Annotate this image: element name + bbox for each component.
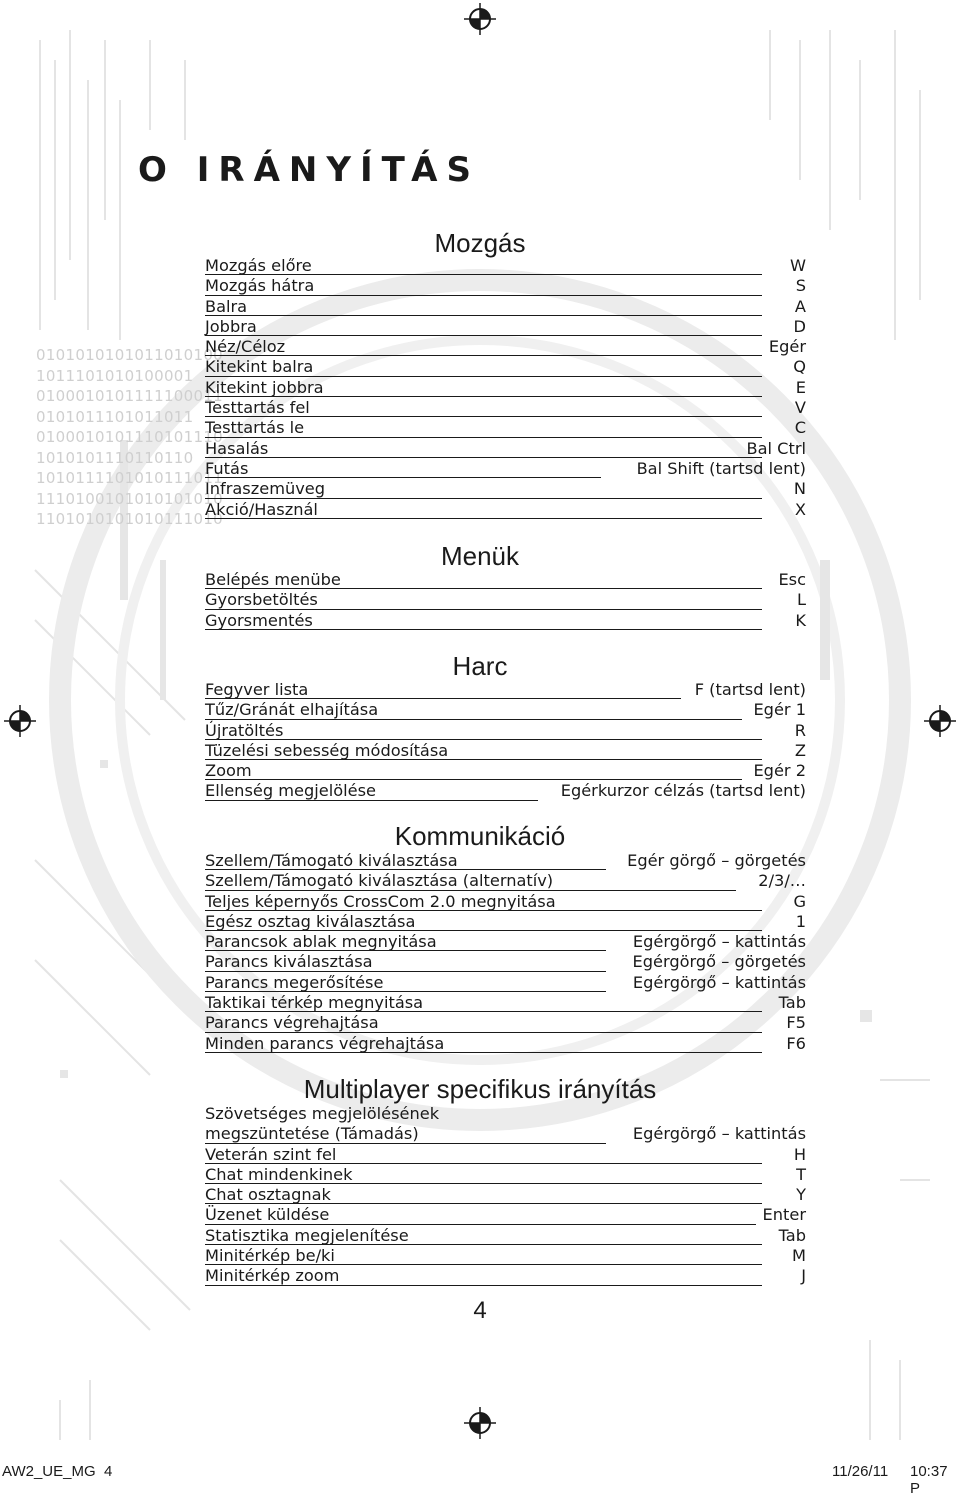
- control-key: Q: [793, 357, 806, 377]
- control-action: Mozgás hátra: [205, 276, 762, 295]
- control-key: F5: [786, 1013, 806, 1033]
- control-row: [205, 741, 806, 761]
- control-row: [205, 1185, 806, 1205]
- binary-line: 1110100101010101010: [36, 489, 224, 508]
- control-row: [205, 851, 806, 871]
- control-row: [205, 479, 806, 499]
- control-action-line: Szövetséges megjelölésének: [205, 1104, 440, 1123]
- control-key: Z: [794, 740, 806, 760]
- binary-line: 1011101010100001: [36, 366, 194, 385]
- control-row: [205, 912, 806, 932]
- control-row: [205, 1266, 806, 1286]
- registration-mark-icon: [464, 1407, 496, 1439]
- control-action: Parancs megerősítése: [205, 973, 606, 992]
- control-action: Tűz/Gránát elhajítása: [205, 700, 742, 719]
- control-key: X: [794, 499, 806, 519]
- control-row: [205, 781, 806, 801]
- controls-list-menuk: [205, 570, 806, 631]
- control-key: Bal Shift (tartsd lent): [636, 458, 806, 478]
- control-action: Taktikai térkép megnyitása: [205, 993, 762, 1012]
- binary-line: 0100010101110101110: [36, 428, 224, 446]
- control-action: Chat mindenkinek: [205, 1165, 762, 1184]
- control-key: 1: [795, 911, 806, 931]
- control-action: Veterán szint fel: [205, 1145, 762, 1164]
- control-row: [205, 1034, 806, 1054]
- control-row: [205, 611, 806, 631]
- control-action: [205, 1104, 606, 1144]
- page-number: 4: [473, 1297, 487, 1324]
- control-row: [205, 276, 806, 296]
- control-row: [205, 1013, 806, 1033]
- control-row: [205, 1226, 806, 1246]
- control-row: [205, 398, 806, 418]
- control-key: F6: [786, 1033, 806, 1053]
- control-key: M: [792, 1246, 806, 1266]
- control-key: Egérgörgő – görgetés: [632, 952, 806, 972]
- registration-mark-icon: [924, 705, 956, 737]
- control-key: S: [795, 276, 806, 296]
- control-key: E: [795, 377, 806, 397]
- control-action: Chat osztagnak: [205, 1185, 762, 1204]
- control-key: J: [801, 1266, 806, 1286]
- control-key: T: [796, 1164, 806, 1184]
- control-row: [205, 378, 806, 398]
- control-action: Minitérkép zoom: [205, 1266, 762, 1285]
- binary-decoration: [36, 345, 223, 530]
- control-row: [205, 700, 806, 720]
- control-key: Y: [796, 1185, 806, 1205]
- control-row: [205, 337, 806, 357]
- control-action: Statisztika megjelenítése: [205, 1226, 762, 1245]
- control-action: Üzenet küldése: [205, 1205, 756, 1224]
- control-action: Belépés menübe: [205, 570, 762, 589]
- binary-line: 1101010101010111010: [36, 510, 224, 528]
- control-action: Fegyver lista: [205, 680, 681, 699]
- control-row: [205, 932, 806, 952]
- control-row: [205, 993, 806, 1013]
- control-row: [205, 1246, 806, 1266]
- footer-file-label: AW2_UE_MG 4: [2, 1463, 113, 1480]
- control-row: [205, 892, 806, 912]
- control-action: Tüzelési sebesség módosítása: [205, 741, 762, 760]
- control-action: Kitekint balra: [205, 357, 762, 376]
- control-key: N: [793, 479, 806, 499]
- control-row: [205, 761, 806, 781]
- control-action: Testtartás le: [205, 418, 762, 437]
- control-action: Jobbra: [205, 317, 762, 336]
- control-action: Balra: [205, 297, 762, 316]
- control-key: Egérgörgő – kattintás: [632, 932, 806, 952]
- binary-line: 1010111101010111011: [36, 469, 224, 487]
- control-key: Egér görgő – görgetés: [627, 851, 806, 870]
- control-action: Parancs kiválasztása: [205, 952, 606, 971]
- control-row: [205, 952, 806, 972]
- control-row: [205, 297, 806, 317]
- control-row: [205, 721, 806, 741]
- section-heading-kommunikacio: Kommunikáció: [394, 821, 566, 851]
- control-key: D: [793, 316, 806, 336]
- control-action: Minden parancs végrehajtása: [205, 1034, 762, 1053]
- control-key: W: [789, 256, 806, 275]
- control-action: Infraszemüveg: [205, 479, 762, 498]
- footer-date: 11/26/11: [832, 1463, 889, 1480]
- control-key: Egér 1: [753, 700, 806, 720]
- binary-line: 0101011101011011: [36, 407, 194, 426]
- control-key: Tab: [778, 1225, 806, 1245]
- control-action: Futás: [205, 459, 601, 478]
- control-action: Néz/Céloz: [205, 337, 762, 356]
- control-key: V: [794, 398, 806, 418]
- section-heading-menuk: Menük: [440, 541, 520, 571]
- control-row: [205, 1165, 806, 1185]
- control-key: Egér: [768, 337, 806, 357]
- control-key: Egérkurzor célzás (tartsd lent): [560, 781, 806, 801]
- control-row: [205, 357, 806, 377]
- control-action-line: megszüntetése (Támadás): [205, 1124, 419, 1144]
- control-action: Parancsok ablak megnyitása: [205, 932, 606, 951]
- control-action: Egész osztag kiválasztása: [205, 912, 762, 931]
- control-row: [205, 256, 806, 276]
- section-heading-multiplayer: Multiplayer specifikus irányítás: [303, 1074, 657, 1104]
- control-key: Bal Ctrl: [746, 438, 806, 458]
- control-key: F (tartsd lent): [694, 680, 806, 699]
- control-action: Gyorsbetöltés: [205, 590, 762, 609]
- controls-list-multiplayer: [205, 1104, 806, 1287]
- controls-list-mozgas: [205, 256, 806, 520]
- control-key: K: [795, 610, 806, 630]
- control-action: Mozgás előre: [205, 256, 762, 275]
- print-footer: [0, 1463, 960, 1497]
- control-action: Testtartás fel: [205, 398, 762, 417]
- control-row: [205, 973, 806, 993]
- control-key: Egérgörgő – kattintás: [632, 972, 806, 992]
- control-row: [205, 590, 806, 610]
- control-row: [205, 317, 806, 337]
- section-heading-harc: Harc: [452, 651, 508, 681]
- control-row: [205, 459, 806, 479]
- control-action: Parancs végrehajtása: [205, 1013, 762, 1032]
- control-key: L: [796, 590, 806, 610]
- registration-mark-icon: [4, 705, 36, 737]
- control-row: [205, 500, 806, 520]
- controls-list-harc: [205, 680, 806, 802]
- control-key: R: [794, 720, 806, 740]
- control-action: Újratöltés: [205, 721, 762, 740]
- control-action: Minitérkép be/ki: [205, 1246, 762, 1265]
- control-key: Egérgörgő – kattintás: [632, 1124, 806, 1144]
- binary-line: 0100010101111100011: [36, 387, 224, 405]
- page-title: O IRÁNYÍTÁS: [138, 150, 480, 190]
- control-key: H: [793, 1144, 806, 1164]
- control-key: Tab: [778, 993, 806, 1013]
- control-key: Enter: [762, 1205, 806, 1225]
- control-action: Teljes képernyős CrossCom 2.0 megnyitása: [205, 892, 762, 911]
- controls-list-kommunikacio: [205, 851, 806, 1054]
- control-row: [205, 1145, 806, 1165]
- registration-mark-icon: [464, 3, 496, 35]
- control-action: Akció/Használ: [205, 500, 762, 519]
- binary-line: 1010101110110110: [36, 448, 194, 467]
- control-action: Ellenség megjelölése: [205, 781, 538, 800]
- control-key: Esc: [778, 570, 806, 589]
- control-row: [205, 439, 806, 459]
- control-action: Szellem/Támogató kiválasztása (alternatív): [205, 871, 736, 890]
- control-key: G: [793, 891, 806, 911]
- control-action: Szellem/Támogató kiválasztása: [205, 851, 606, 870]
- control-row: [205, 570, 806, 590]
- control-key: C: [794, 418, 806, 438]
- control-key: A: [794, 296, 806, 316]
- control-row: [205, 1104, 806, 1145]
- footer-time: 10:37 P: [910, 1463, 948, 1497]
- control-key: 2/3/…: [758, 871, 806, 891]
- control-action: Gyorsmentés: [205, 611, 762, 630]
- control-action: Hasalás: [205, 439, 762, 458]
- section-heading-mozgas: Mozgás: [434, 228, 526, 258]
- control-action: Zoom: [205, 761, 742, 780]
- control-action: Kitekint jobbra: [205, 378, 762, 397]
- binary-line: 0101010101011010100: [36, 346, 224, 364]
- control-row: [205, 680, 806, 700]
- control-row: [205, 871, 806, 891]
- control-key: Egér 2: [753, 761, 806, 781]
- control-row: [205, 1205, 806, 1225]
- control-row: [205, 418, 806, 438]
